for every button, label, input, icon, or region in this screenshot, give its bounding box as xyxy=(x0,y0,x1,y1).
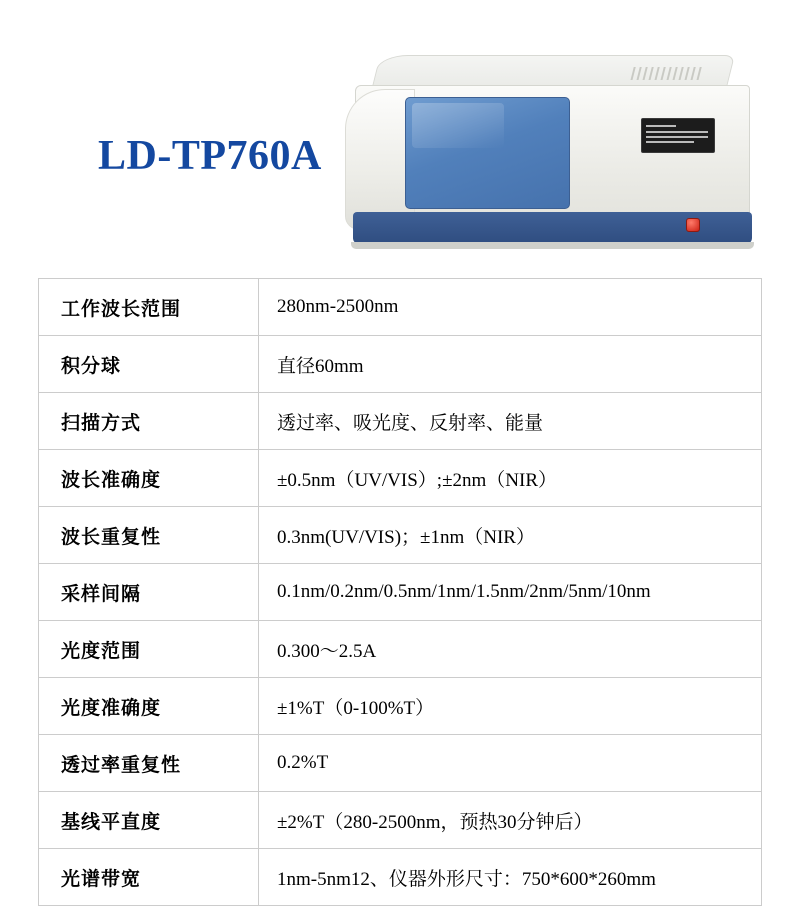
spec-key: 透过率重复性 xyxy=(39,735,259,792)
spec-key: 积分球 xyxy=(39,336,259,393)
table-row xyxy=(39,450,762,507)
device-vents-icon xyxy=(630,67,711,81)
spec-value: 1nm-5nm12、仪器外形尺寸：750*600*260mm xyxy=(259,849,762,906)
spec-value: ±2%T（280-2500nm，预热30分钟后） xyxy=(259,792,762,849)
spec-value: 0.3nm(UV/VIS)；±1nm（NIR） xyxy=(259,507,762,564)
table-row xyxy=(39,279,762,336)
table-row xyxy=(39,621,762,678)
spec-value: 直径60mm xyxy=(259,336,762,393)
device-foot xyxy=(351,242,754,249)
spec-value: 0.300～2.5A xyxy=(259,621,762,678)
spec-value: 0.1nm/0.2nm/0.5nm/1nm/1.5nm/2nm/5nm/10nm xyxy=(259,564,762,621)
specification-table xyxy=(38,278,762,906)
table-row xyxy=(39,735,762,792)
hero-section xyxy=(0,0,800,268)
table-row xyxy=(39,849,762,906)
device-label-plate xyxy=(641,118,715,153)
spec-key: 工作波长范围 xyxy=(39,279,259,336)
spec-key: 光谱带宽 xyxy=(39,849,259,906)
table-row xyxy=(39,564,762,621)
table-row xyxy=(39,792,762,849)
spec-key: 光度范围 xyxy=(39,621,259,678)
spec-value: 280nm-2500nm xyxy=(259,279,762,336)
spectrophotometer-illustration xyxy=(345,55,765,260)
spec-key: 光度准确度 xyxy=(39,678,259,735)
spec-key: 基线平直度 xyxy=(39,792,259,849)
spec-value: ±1%T（0-100%T） xyxy=(259,678,762,735)
power-button-icon xyxy=(686,218,700,232)
table-row xyxy=(39,507,762,564)
spec-key: 波长重复性 xyxy=(39,507,259,564)
table-row xyxy=(39,678,762,735)
spec-value: 透过率、吸光度、反射率、能量 xyxy=(259,393,762,450)
table-row xyxy=(39,393,762,450)
device-sample-door xyxy=(405,97,570,209)
spec-key: 扫描方式 xyxy=(39,393,259,450)
page-title: LD-TP760A xyxy=(98,133,322,179)
spec-key: 采样间隔 xyxy=(39,564,259,621)
spec-key: 波长准确度 xyxy=(39,450,259,507)
spec-value: ±0.5nm（UV/VIS）;±2nm（NIR） xyxy=(259,450,762,507)
spec-value: 0.2%T xyxy=(259,735,762,792)
table-row xyxy=(39,336,762,393)
